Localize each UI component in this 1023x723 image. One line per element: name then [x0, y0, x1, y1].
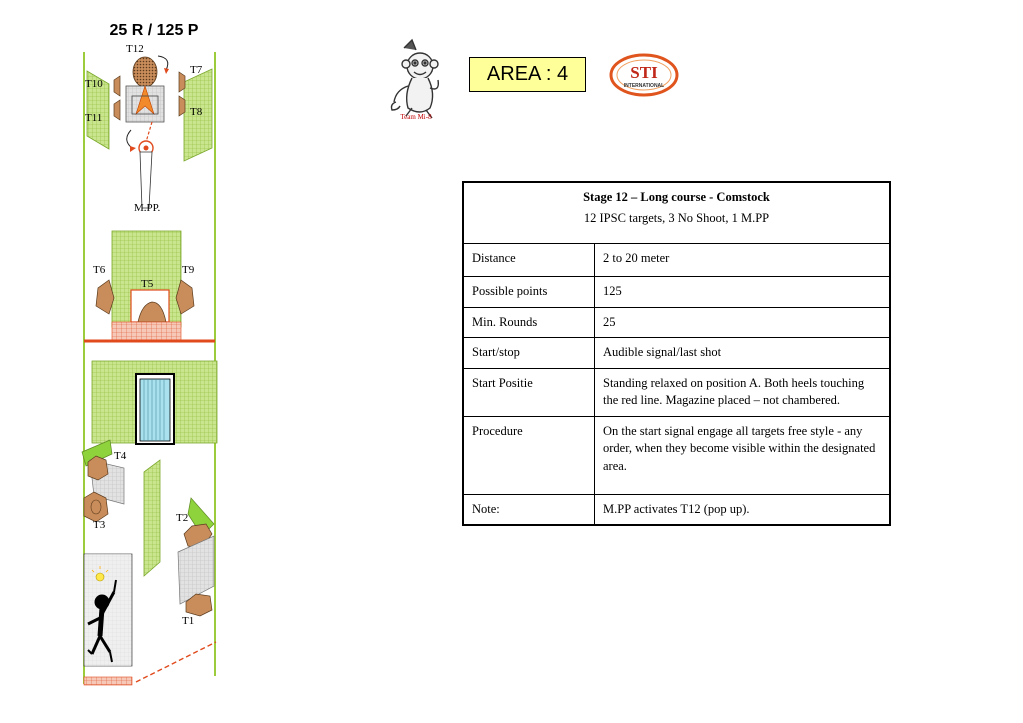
target-label-t7: T7 [190, 64, 203, 76]
target-label-t10: T10 [85, 78, 103, 90]
mpp-label: M.PP. [134, 202, 161, 214]
target-label-t9: T9 [182, 264, 195, 276]
table-row [463, 338, 890, 369]
target-label-t11: T11 [85, 112, 103, 124]
row-label: Procedure [463, 416, 595, 494]
target-label-t5: T5 [141, 278, 154, 290]
row-value: Standing relaxed on position A. Both heels touching the red line. Magazine placed – not chambered. [595, 368, 891, 416]
target-label-t12: T12 [126, 43, 144, 55]
table-row [463, 416, 890, 494]
stage-diagram [76, 36, 226, 688]
stage-header-row [463, 182, 890, 244]
target-label-t8: T8 [190, 106, 203, 118]
row-value: On the start signal engage all targets free style - any order, when they become visible within the designated area. [595, 416, 891, 494]
table-row [463, 368, 890, 416]
rounds-points-title: 25 R / 125 P [109, 22, 199, 39]
target-label-t2: T2 [176, 512, 189, 524]
area-label: AREA : 4 [469, 57, 586, 92]
target-label-t4: T4 [114, 450, 127, 462]
target-label-t6: T6 [93, 264, 106, 276]
table-row [463, 277, 890, 308]
stage-title: Stage 12 – Long course - Comstock [583, 190, 770, 204]
table-row [463, 494, 890, 525]
sti-logo-subtext: INTERNATIONAL [623, 83, 665, 89]
row-label: Distance [463, 244, 595, 277]
row-value: 25 [595, 307, 891, 338]
t12-target [133, 57, 157, 87]
stage-info-table [462, 181, 891, 526]
sti-logo [608, 52, 680, 98]
row-label: Possible points [463, 277, 595, 308]
row-label: Note: [463, 494, 595, 525]
sti-logo-text: STI [630, 63, 658, 82]
stage-header-cell [463, 182, 890, 244]
target-label-t1: T1 [182, 615, 195, 627]
row-value: 2 to 20 meter [595, 244, 891, 277]
table-row [463, 307, 890, 338]
stage-subtitle: 12 IPSC targets, 3 No Shoot, 1 M.PP [583, 210, 770, 225]
row-value: Audible signal/last shot [595, 338, 891, 369]
team-logo-text: Team Mi-8 [400, 113, 432, 121]
row-label: Start/stop [463, 338, 595, 369]
table-row [463, 244, 890, 277]
row-value: 125 [595, 277, 891, 308]
angled-wall [144, 460, 160, 576]
target-label-t3: T3 [93, 519, 106, 531]
row-value: M.PP activates T12 (pop up). [595, 494, 891, 525]
row-label: Min. Rounds [463, 307, 595, 338]
row-label: Start Positie [463, 368, 595, 416]
team-logo [386, 36, 448, 122]
stage-diagram-graphic [76, 36, 226, 688]
